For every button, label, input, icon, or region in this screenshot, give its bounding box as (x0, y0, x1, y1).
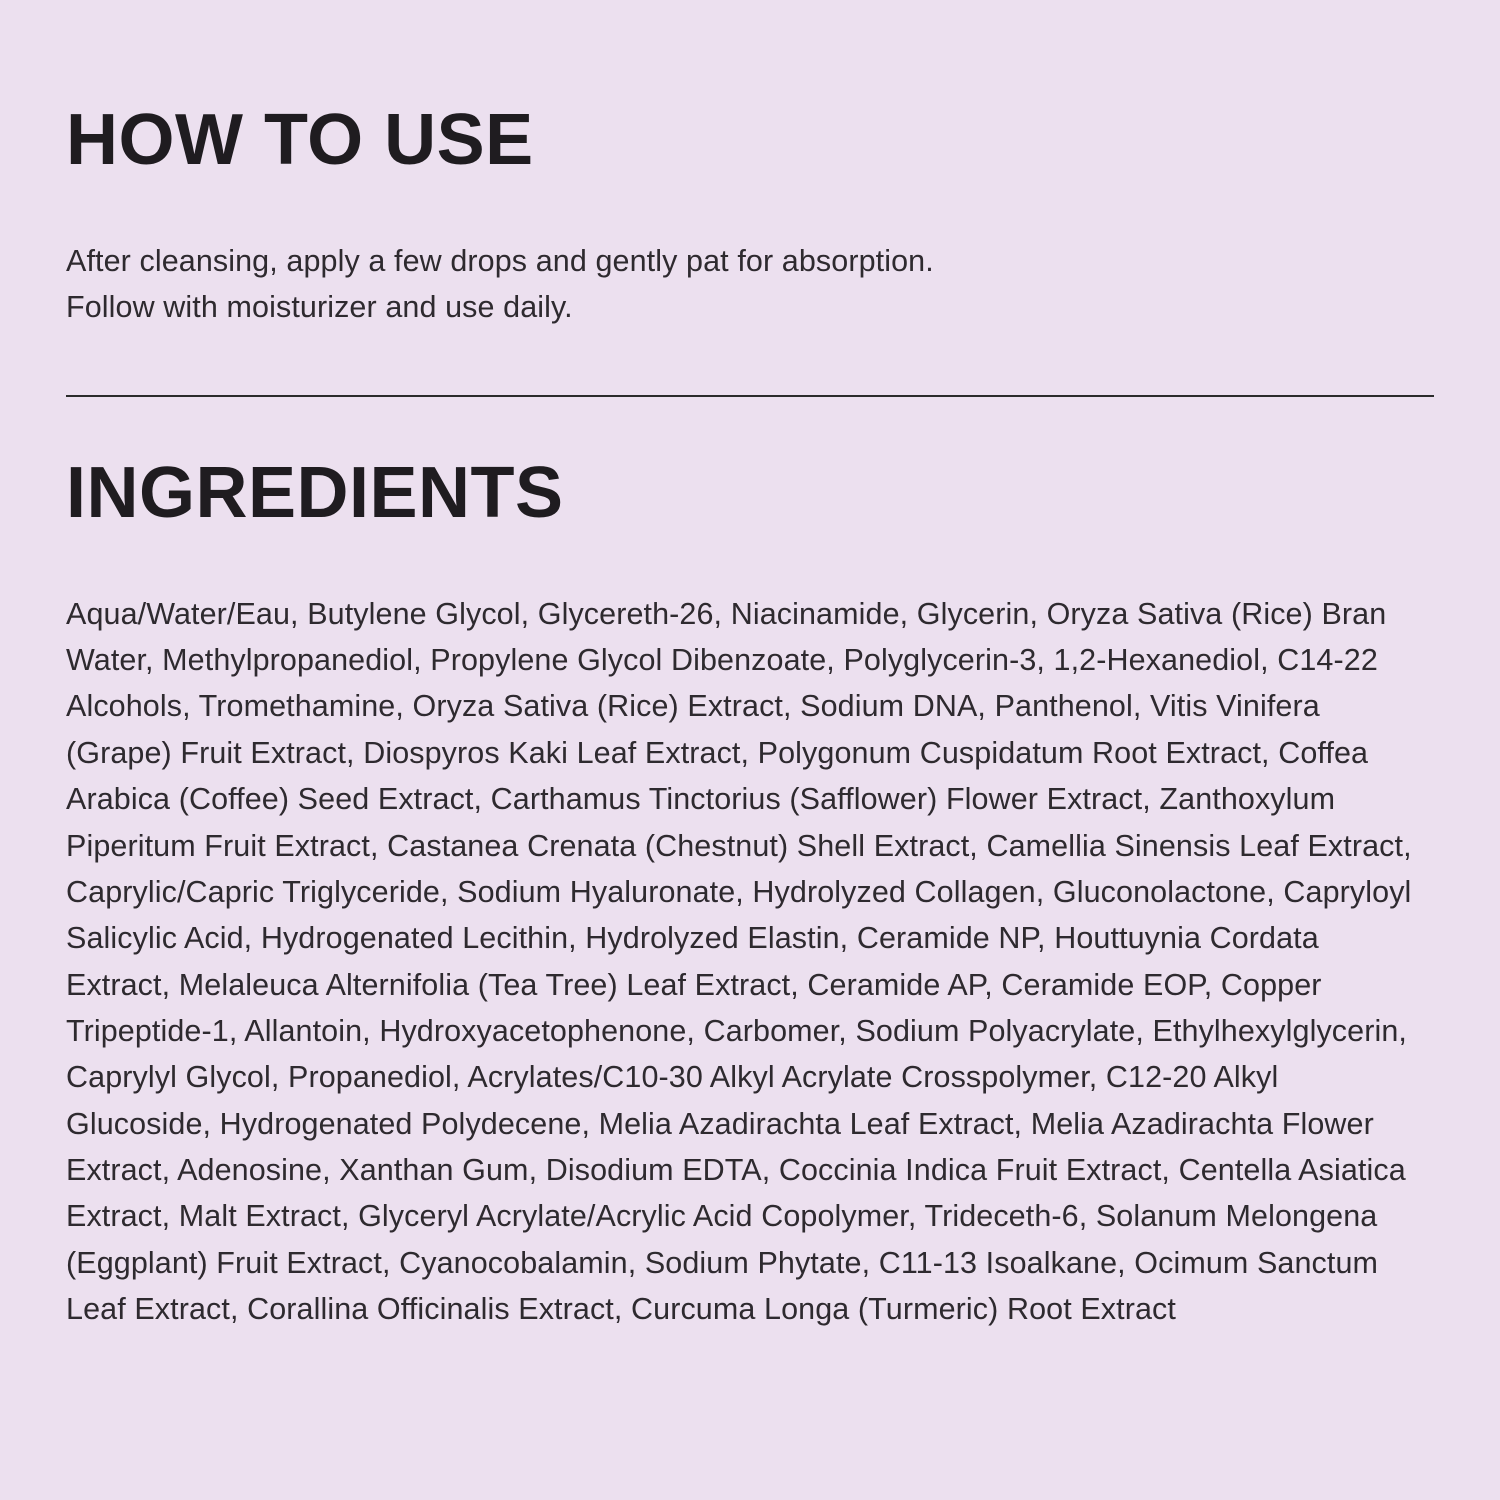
how-to-use-line-1: After cleansing, apply a few drops and gently pat for absorption. (66, 244, 934, 278)
ingredients-heading: INGREDIENTS (66, 452, 564, 533)
section-divider (66, 395, 1434, 397)
how-to-use-instructions (66, 238, 1406, 331)
ingredients-list: Aqua/Water/Eau, Butylene Glycol, Glycereth-26, Niacinamide, Glycerin, Oryza Sativa (Rice) Bran Water, Methylpropanediol, Propylene Glycol Dibenzoate, Polyglycerin-3, 1,2-Hexanediol, C14-22 Alcohols, Tromethamine, Oryza Sativa (Rice) Extract, Sodium DNA, Panthenol, Vitis Vinifera (Grape) Fruit Extract, Diospyros Kaki Leaf Extract, Polygonum Cuspidatum Root Extract, Coffea Arabica (Coffee) Seed Extract, Carthamus Tinctorius (Safflower) Flower Extract, Zanthoxylum Piperitum Fruit Extract, Castanea Crenata (Chestnut) Shell Extract, Camellia Sinensis Leaf Extract, Caprylic/Capric Triglyceride, Sodium Hyaluronate, Hydrolyzed Collagen, Gluconolactone, Capryloyl Salicylic Acid, Hydrogenated Lecithin, Hydrolyzed Elastin, Ceramide NP, Houttuynia Cordata Extract, Melaleuca Alternifolia (Tea Tree) Leaf Extract, Ceramide AP, Ceramide EOP, Copper Tripeptide-1, Allantoin, Hydroxyacetophenone, Carbomer, Sodium Polyacrylate, Ethylhexylglycerin, Caprylyl Glycol, Propanediol, Acrylates/C10-30 Alkyl Acrylate Crosspolymer, C12-20 Alkyl Glucoside, Hydrogenated Polydecene, Melia Azadirachta Leaf Extract, Melia Azadirachta Flower Extract, Adenosine, Xanthan Gum, Disodium EDTA, Coccinia Indica Fruit Extract, Centella Asiatica Extract, Malt Extract, Glyceryl Acrylate/Acrylic Acid Copolymer, Trideceth-6, Solanum Melongena (Eggplant) Fruit Extract, Cyanocobalamin, Sodium Phytate, C11-13 Isoalkane, Ocimum Sanctum Leaf Extract, Corallina Officinalis Extract, Curcuma Longa (Turmeric) Root Extract (66, 596, 1412, 1327)
how-to-use-line-2: Follow with moisturizer and use daily. (66, 290, 573, 325)
how-to-use-heading: HOW TO USE (66, 100, 534, 180)
